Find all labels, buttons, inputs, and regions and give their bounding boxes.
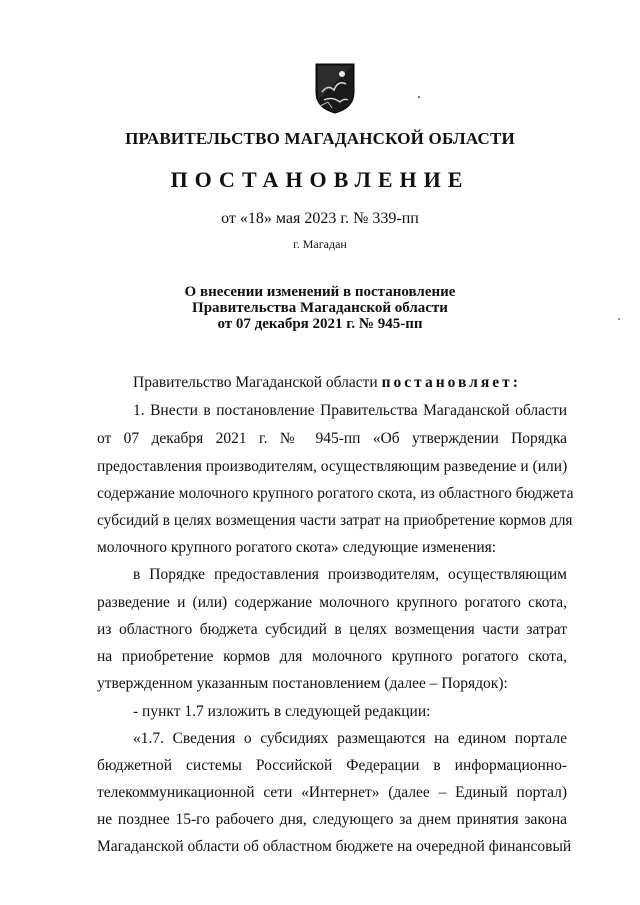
body-line: «1.7. Сведения о субсидиях размещаются на едином портале (133, 730, 567, 747)
body-line: разведение и (или) содержание молочного крупного рогатого скота, (97, 594, 567, 611)
coat-of-arms-icon (314, 62, 356, 114)
body-line: содержание молочного крупного рогатого скота, из областного бюджета (97, 485, 574, 502)
body-line: из областного бюджета субсидий в целях возмещения части затрат (97, 621, 567, 638)
body-line: молочного крупного рогатого скота» следующие изменения: (97, 539, 497, 556)
body-line: на приобретение кормов для молочного крупного рогатого скота, (97, 648, 567, 665)
preamble (97, 374, 567, 394)
body-line: Магаданской области об областном бюджете на очередной финансовый (97, 838, 572, 855)
body-line: предоставления производителям, осуществляющим разведение и (или) (97, 458, 568, 475)
body-line: субсидий в целях возмещения части затрат на приобретение кормов для (97, 512, 573, 529)
document-type: ПОСТАНОВЛЕНИЕ (170, 167, 470, 192)
document-subject (0, 284, 640, 332)
body-line: телекоммуникационной сети «Интернет» (далее – Единый портал) (97, 784, 567, 801)
government-title: ПРАВИТЕЛЬСТВО МАГАДАНСКОЙ ОБЛАСТИ (125, 129, 515, 148)
subject-line: О внесении изменений в постановление (184, 284, 456, 300)
body-line: в Порядке предоставления производителям, осуществляющим (133, 566, 567, 583)
scan-artifact (418, 96, 420, 98)
body-line: 1. Внести в постановление Правительства Магаданской области (133, 402, 567, 419)
subject-line: от 07 декабря 2021 г. № 945-пп (217, 316, 423, 332)
preamble-text: Правительство Магаданской области (133, 374, 378, 391)
body-line: - пункт 1.7 изложить в следующей редакции: (133, 703, 431, 720)
body-line: от 07 декабря 2021 г. № 945-пп «Об утверждении Порядка (97, 430, 567, 447)
document-date-number: от «18» мая 2023 г. № 339-пп (221, 210, 419, 227)
subject-line: Правительства Магаданской области (192, 300, 448, 316)
body-line: не позднее 15-го рабочего дня, следующего за днем принятия закона (97, 811, 567, 828)
document-city: г. Магадан (293, 237, 347, 251)
body-line: бюджетной системы Российской Федерации в информационно- (97, 757, 567, 774)
body-line: утвержденном указанным постановлением (далее – Порядок): (97, 675, 508, 692)
preamble-keyword: постановляет: (381, 374, 521, 391)
